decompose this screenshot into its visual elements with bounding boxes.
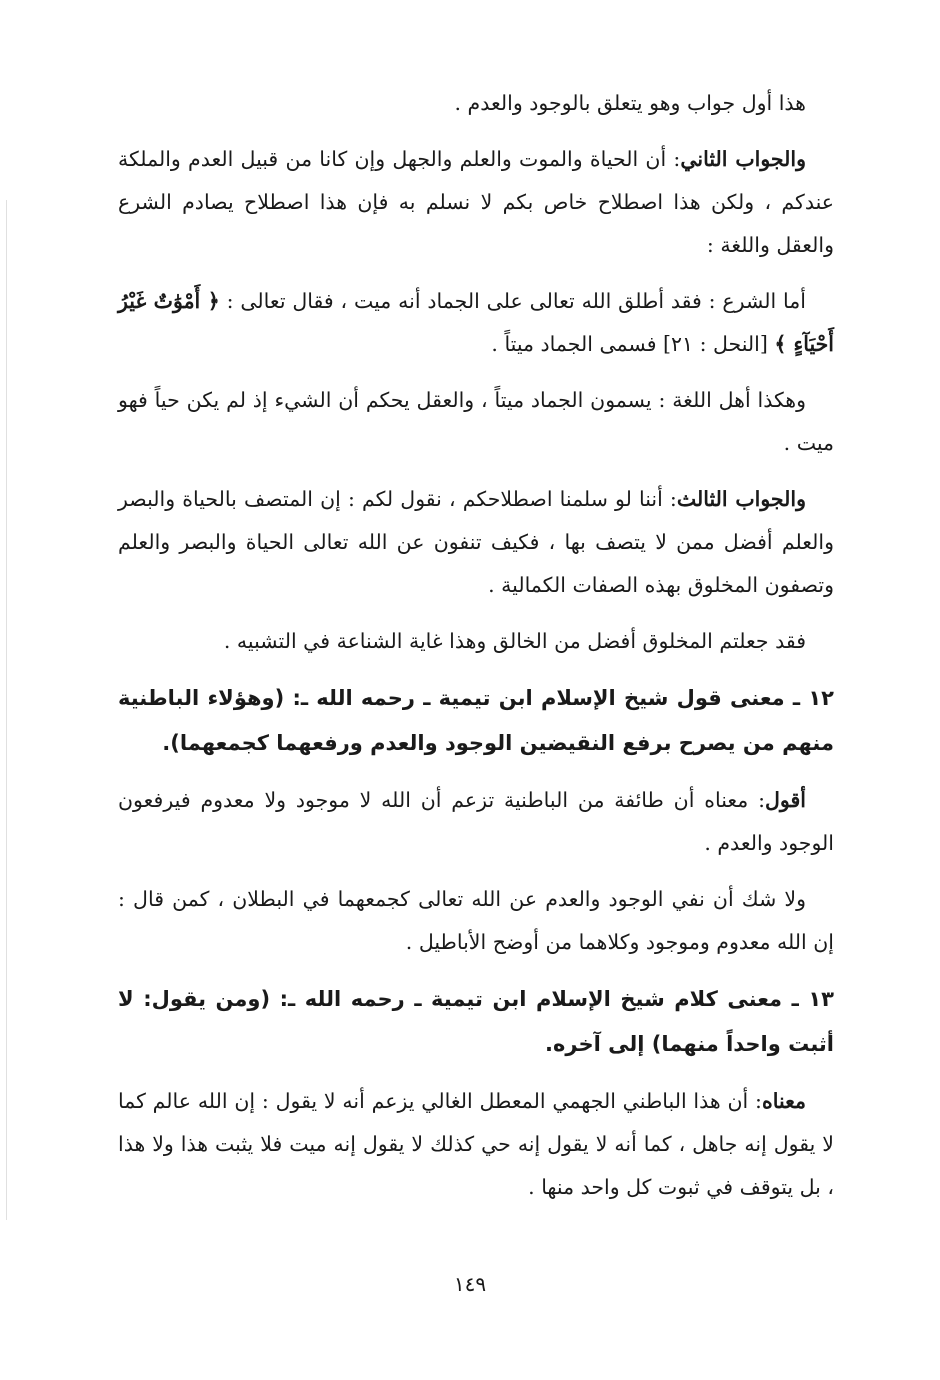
paragraph-text: فقد جعلتم المخلوق أفضل من الخالق وهذا غاية الشناعة في التشبيه . — [223, 629, 806, 653]
paragraph-text: هذا أول جواب وهو يتعلق بالوجود والعدم . — [454, 91, 806, 115]
section-heading-12 — [118, 676, 834, 766]
heading-text: ١٣ ـ معنى كلام شيخ الإسلام ابن تيمية ـ رحمه الله ـ: (ومن يقول: لا أثبت واحداً منهما) إلى آخره. — [118, 987, 834, 1056]
paragraph-text: : أننا لو سلمنا اصطلاحكم ، نقول لكم : إن المتصف بالحياة والبصر والعلم أفضل ممن لا يتصف بها ، فكيف تنفون عن الله تعالى الحياة والبصر والعلم وتصفون المخلوق بهذه الصفات الكمالية . — [118, 487, 834, 597]
page-edge-line — [6, 200, 7, 1220]
section-heading-13 — [118, 977, 834, 1067]
paragraph-text: : معناه أن طائفة من الباطنية تزعم أن الله لا موجود ولا معدوم فيرفعون الوجود والعدم . — [118, 788, 834, 855]
paragraph-3 — [118, 280, 834, 366]
paragraph-lead: معناه — [761, 1089, 806, 1113]
verse-reference: [النحل : ٢١] فسمى الجماد ميتاً . — [491, 332, 768, 356]
quran-verse: ﴿ أَمْوَٰتٌ غَيْرُ أَحْيَآءٍ ﴾ — [118, 289, 834, 356]
paragraph-7 — [118, 779, 834, 865]
body-text — [118, 82, 834, 1222]
paragraph-lead: والجواب الثالث — [676, 487, 806, 511]
paragraph-9 — [118, 1080, 834, 1209]
paragraph-1 — [118, 82, 834, 125]
paragraph-6 — [118, 620, 834, 663]
paragraph-text: وهكذا أهل اللغة : يسمون الجماد ميتاً ، والعقل يحكم أن الشيء إذ لم يكن حياً فهو ميت . — [118, 388, 834, 455]
paragraph-text: أما الشرع : فقد أطلق الله تعالى على الجماد أنه ميت ، فقال تعالى : — [226, 289, 806, 313]
paragraph-text: ولا شك أن نفي الوجود والعدم عن الله تعالى كجمعهما في البطلان ، كمن قال : إن الله معدوم وموجود وكلاهما من أوضح الأباطيل . — [118, 887, 834, 954]
page-number: ١٤٩ — [453, 1272, 487, 1296]
paragraph-text: : أن هذا الباطني الجهمي المعطل الغالي يزعم أنه لا يقول : إن الله عالم كما لا يقول إنه جاهل ، كما أنه لا يقول إنه حي كذلك لا يقول إنه ميت فلا يثبت هذا ولا هذا ، بل يتوقف في ثبوت كل واحد منها . — [118, 1089, 834, 1199]
paragraph-2 — [118, 138, 834, 267]
paragraph-5 — [118, 478, 834, 607]
heading-text: ١٢ ـ معنى قول شيخ الإسلام ابن تيمية ـ رحمه الله ـ: (وهؤلاء الباطنية منهم من يصرح برفع النقيضين الوجود والعدم ورفعهما كجمعهما). — [118, 686, 834, 755]
paragraph-4 — [118, 379, 834, 465]
paragraph-text: : أن الحياة والموت والعلم والجهل وإن كانا من قبيل العدم والملكة عندكم ، ولكن هذا اصطلاح خاص بكم لا نسلم به فإن هذا اصطلاح يصادم الشرع والعقل واللغة : — [118, 147, 834, 257]
paragraph-8 — [118, 878, 834, 964]
paragraph-lead: والجواب الثاني — [680, 147, 806, 171]
paragraph-lead: أقول — [765, 788, 806, 812]
